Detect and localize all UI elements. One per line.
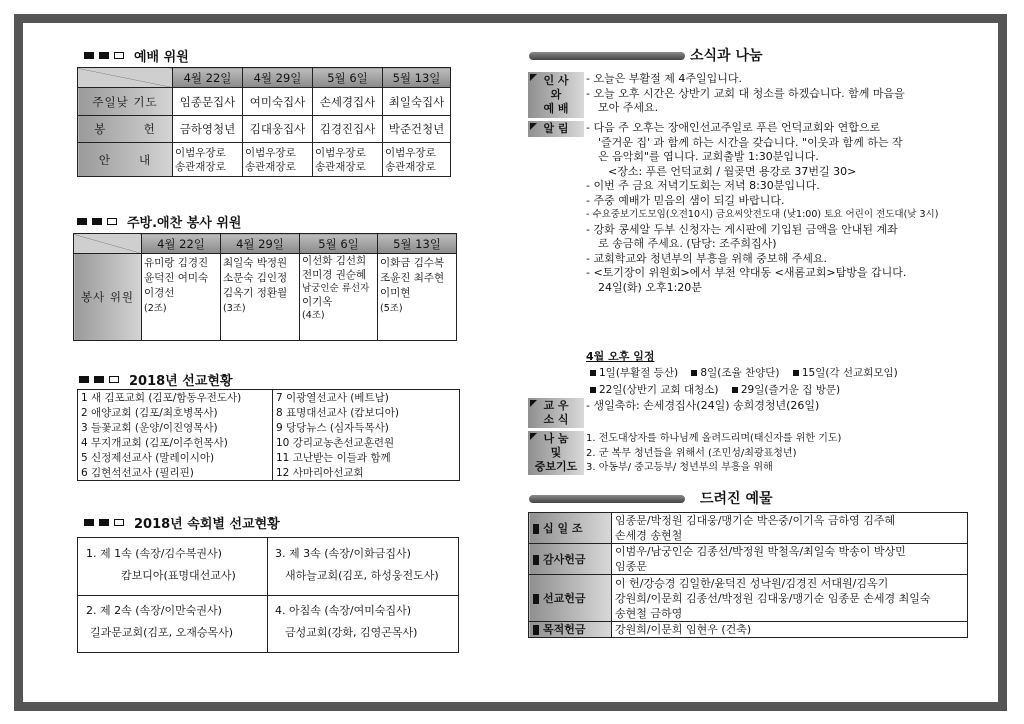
bullet-icon [793, 370, 799, 376]
table-row [78, 88, 451, 116]
schedule-item: 29일(즐거운 집 방문) [732, 384, 840, 396]
date-cell: 4월 22일 [142, 234, 221, 254]
offering-label: 목적헌금 [529, 622, 612, 638]
schedule-item: 1일(부활절 등산) [590, 367, 678, 379]
offering-value: 이범우/남궁인순 김종선/박정원 박철옥/최일숙 박송이 박상민 임종문 [612, 544, 968, 575]
diagonal-cell [74, 234, 142, 254]
bullet-icon [533, 555, 539, 565]
members-text: - 생일축하: 손세경집사(24일) 송희경청년(26일) [586, 399, 820, 412]
table-row: 1 새 김포교회 (김포/함동우전도사) 7 이광열선교사 (베트남) [78, 390, 460, 406]
date-cell: 4월 22일 [173, 68, 243, 88]
offerings-table [528, 512, 968, 638]
offering-label: 감사헌금 [529, 544, 612, 575]
table-row: 4 무지개교회 (김포/이주헌목사) 10 강리교농촌선교훈련원 [78, 435, 460, 450]
square-icon [94, 376, 104, 383]
heading-bar [529, 52, 685, 60]
table-cell: 최일숙집사 [383, 88, 451, 116]
square-outline-icon [114, 519, 124, 526]
diagonal-cell [78, 68, 173, 88]
square-icon [99, 52, 109, 59]
arrow-icon [530, 400, 537, 407]
date-cell: 5월 6일 [313, 68, 383, 88]
table-cell: 손세경집사 [313, 88, 383, 116]
square-icon [92, 218, 102, 225]
arrow-icon [530, 74, 537, 81]
bullet-icon [533, 625, 539, 635]
bullet-icon [590, 387, 596, 393]
offering-value: 임종문/박정원 김대웅/맹기순 박은중/이기옥 금하영 김주혜 손세경 송현철 [612, 513, 968, 544]
mission-heading: 2018년 선교현황 [79, 370, 233, 389]
kitchen-cell: 이화금 김수복 조윤진 최주현 이미현 (5조) [378, 254, 457, 341]
table-row [78, 116, 451, 143]
row-label: 봉사 위원 [74, 254, 142, 341]
schedule-row [590, 382, 850, 397]
arrow-icon [530, 433, 537, 440]
table-row: 6 김현석선교사 (필리핀) 12 사마리아선교회 [78, 465, 460, 481]
kitchen-heading: 주방.애찬 봉사 위원 [77, 212, 241, 231]
district-cell: 1. 제 1속 (속장/김수복권사) 캄보디아(표명대선교사) [86, 547, 236, 582]
worship-table [77, 67, 451, 177]
table-cell: 여미숙집사 [243, 88, 313, 116]
table-cell: 이범우장로 송관재장로 [173, 143, 243, 177]
row-label: 봉 헌 [78, 116, 173, 143]
table-row [78, 143, 451, 177]
offering-value: 이 헌/강승경 김일한/윤덕진 성낙원/김경진 서대원/김옥기 강원희/이문희 김종선/박정원 김대웅/맹기순 임종문 손세경 최일숙 송현철 금하영 [612, 575, 968, 622]
prayer-text: 1. 전도대상자를 하나님께 올려드리며(태신자를 위한 기도) 2. 군 복무 청년들을 위해서 (조민성/최광표청년) 3. 아동부/ 중고등부/ 청년부의 부흥을 위해 [586, 433, 842, 473]
bullet-icon [691, 370, 697, 376]
district-box [77, 537, 459, 653]
table-row: 2 애양교회 (김포/최호병목사) 8 표명대선교사 (캄보디아) [78, 405, 460, 420]
date-cell: 5월 13일 [383, 68, 451, 88]
table-cell: 김대웅집사 [243, 116, 313, 143]
table-cell: 이범우장로 송관재장로 [243, 143, 313, 177]
district-cell: 3. 제 3속 (속장/이화금집사) 새하늘교회(김포, 하성웅전도사) [275, 547, 439, 582]
offerings-heading: 드려진 예물 [700, 491, 773, 507]
date-cell: 5월 6일 [300, 234, 378, 254]
date-cell: 4월 29일 [243, 68, 313, 88]
schedule-row [590, 365, 908, 380]
square-outline-icon [107, 218, 117, 225]
row-label: 안 내 [78, 143, 173, 177]
greeting-tag: 인 사 와 예 배 [528, 72, 584, 118]
square-icon [79, 376, 89, 383]
kitchen-table [73, 233, 457, 341]
kitchen-cell: 최일숙 박정원 소문숙 김인정 김옥기 정환월 (3조) [221, 254, 300, 341]
notice-text: - 다음 주 오후는 장애인선교주일로 푸른 언덕교회와 연합으로 '즐거운 집' 과 함께 하는 시간을 갖습니다. "이웃과 함께 하는 작 은 음악회"를 엽니다. 교회출발 1:30분입니다. <장소: 푸른 언덕교회 / 월곶면 용강로 37번길 30> - 이번 주 금요 저녁기도회는 저녁 8:30분입니다. - 주중 예배가 믿음의 샘이 되길 바랍니다. - 수요중보기도모임(오전10시) 금요씨앗전도대 (낮1:00) 토요 어린이 전도대(낮 3시) - 강화 콩세알 두부 신청자는 게시판에 기입된 금액을 안내된 계좌 로 송금해 주세요. (담당: 조주희집사) - 교회학교와 청년부의 부흥을 위해 중보해 주세요. - <토기장이 위원회>에서 부천 약대동 <새롬교회>탐방을 갑니다. 24일(화) 오후1:20분 [586, 121, 939, 294]
row-label: 주일낮 기도 [78, 88, 173, 116]
schedule-item: 22일(상반기 교회 대청소) [590, 384, 719, 396]
schedule-item: 15일(각 선교회모임) [793, 367, 898, 379]
table-cell: 이범우장로 송관재장로 [383, 143, 451, 177]
worship-heading: 예배 위원 [84, 46, 189, 65]
offering-label: 십 일 조 [529, 513, 612, 544]
news-heading: 소식과 나눔 [690, 48, 763, 64]
district-cell: 2. 제 2속 (속장/이만숙권사) 길과문교회(김포, 오재승목사) [86, 604, 234, 639]
square-outline-icon [114, 52, 124, 59]
district-heading: 2018년 속회별 선교현황 [84, 513, 280, 532]
table-row [529, 544, 968, 575]
offering-value: 강원희/이문희 임현우 (건축) [612, 622, 968, 638]
kitchen-header-row [74, 234, 457, 254]
bullet-icon [732, 387, 738, 393]
divider [78, 595, 458, 596]
table-cell: 박준건청년 [383, 116, 451, 143]
table-cell: 임종문집사 [173, 88, 243, 116]
bullet-icon [533, 524, 539, 534]
arrow-icon [530, 123, 537, 130]
table-cell: 금하영청년 [173, 116, 243, 143]
notice-tag: 알 림 [528, 121, 584, 137]
worship-header-row [78, 68, 451, 88]
schedule-item: 8일(조율 찬양단) [691, 367, 779, 379]
mission-table [77, 389, 460, 481]
bullet-icon [533, 594, 539, 604]
table-row: 3 들꽃교회 (운양/이진영목사) 9 당당뉴스 (심자득목사) [78, 420, 460, 435]
table-cell: 김경진집사 [313, 116, 383, 143]
square-outline-icon [109, 376, 119, 383]
square-icon [84, 52, 94, 59]
greeting-text: - 오늘은 부활절 제 4주일입니다. - 오늘 오후 시간은 상반기 교회 대 청소를 하겠습니다. 함께 마음을 모아 주세요. [586, 72, 905, 114]
prayer-tag: 나 눔 및 중보기도 [528, 431, 584, 475]
date-cell: 5월 13일 [378, 234, 457, 254]
table-row [529, 575, 968, 622]
kitchen-cell: 이선화 김선희 전미경 권순혜 남궁인순 류선자 이기옥 (4조) [300, 254, 378, 341]
table-row [529, 622, 968, 638]
members-tag: 교 우 소 식 [528, 398, 584, 428]
date-cell: 4월 29일 [221, 234, 300, 254]
square-icon [77, 218, 87, 225]
offering-label: 선교헌금 [529, 575, 612, 622]
square-icon [84, 519, 94, 526]
bullet-icon [590, 370, 596, 376]
square-icon [99, 519, 109, 526]
schedule-heading: 4월 오후 일정 [586, 350, 655, 363]
district-cell: 4. 아침속 (속장/여미숙집사) 금성교회(강화, 김영곤목사) [275, 604, 418, 639]
kitchen-cell: 유미랑 김경진 윤덕진 여미숙 이경선 (2조) [142, 254, 221, 341]
table-row [74, 254, 457, 341]
table-cell: 이범우장로 송관재장로 [313, 143, 383, 177]
heading-bar [529, 495, 685, 503]
table-row [529, 513, 968, 544]
table-row: 5 신정제선교사 (말레이시아) 11 고난받는 이들과 함께 [78, 450, 460, 465]
